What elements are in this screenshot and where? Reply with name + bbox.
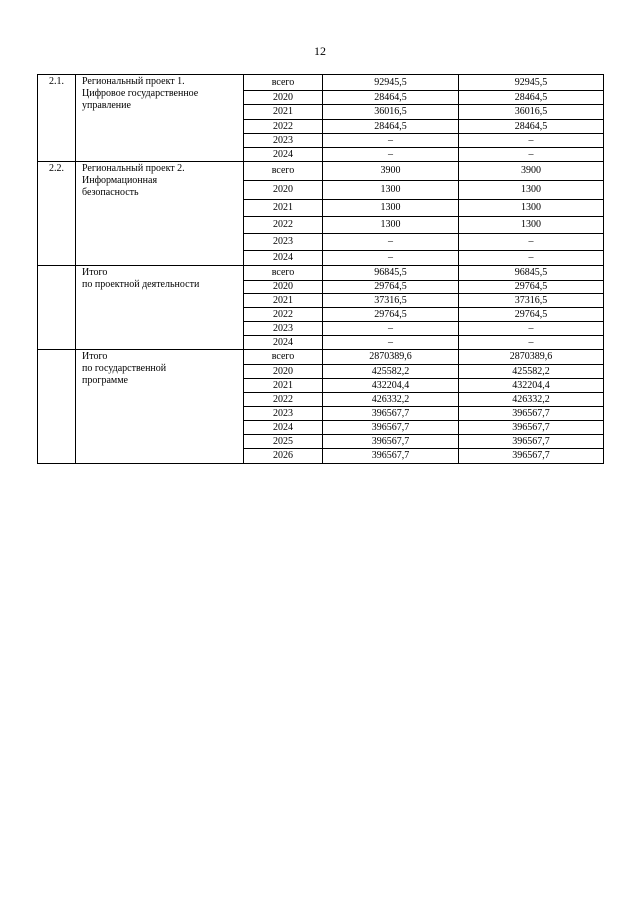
amount-source-cell: – [459, 322, 604, 336]
amount-total-cell: 1300 [323, 181, 459, 200]
year-cell: 2020 [244, 281, 323, 294]
amount-total-cell: 1300 [323, 217, 459, 234]
section-number: 2.2. [38, 162, 76, 266]
year-cell: 2024 [244, 148, 323, 162]
amount-source-cell: 96845,5 [459, 266, 604, 281]
section-title-line: Цифровое государственное [82, 88, 199, 99]
amount-total-cell: 96845,5 [323, 266, 459, 281]
year-cell: всего [244, 162, 323, 181]
year-cell: 2026 [244, 449, 323, 464]
year-cell: 2022 [244, 393, 323, 407]
amount-source-cell: 396567,7 [459, 435, 604, 449]
section-number [38, 266, 76, 350]
table-row [38, 350, 604, 365]
amount-source-cell: 92945,5 [459, 75, 604, 91]
section-title [76, 350, 244, 464]
amount-source-cell: 396567,7 [459, 449, 604, 464]
amount-source-cell: – [459, 234, 604, 251]
amount-total-cell: 36016,5 [323, 105, 459, 120]
amount-source-cell: 396567,7 [459, 421, 604, 435]
section-title-line: по проектной деятельности [82, 279, 200, 290]
amount-total-cell: – [323, 322, 459, 336]
amount-total-cell: 2870389,6 [323, 350, 459, 365]
year-cell: всего [244, 266, 323, 281]
amount-source-cell: 1300 [459, 181, 604, 200]
amount-source-cell: 426332,2 [459, 393, 604, 407]
amount-total-cell: 28464,5 [323, 120, 459, 134]
section-title-line: Информационная [82, 175, 158, 186]
amount-total-cell: 425582,2 [323, 365, 459, 379]
year-cell: всего [244, 350, 323, 365]
year-cell: 2021 [244, 379, 323, 393]
section-title [76, 266, 244, 350]
year-cell: 2022 [244, 120, 323, 134]
amount-total-cell: 29764,5 [323, 308, 459, 322]
amount-source-cell: 29764,5 [459, 308, 604, 322]
year-cell: 2022 [244, 308, 323, 322]
amount-source-cell: 1300 [459, 200, 604, 217]
amount-total-cell: – [323, 336, 459, 350]
year-cell: 2023 [244, 134, 323, 148]
amount-total-cell: 396567,7 [323, 435, 459, 449]
amount-source-cell: – [459, 134, 604, 148]
amount-source-cell: 425582,2 [459, 365, 604, 379]
year-cell: всего [244, 75, 323, 91]
amount-total-cell: 28464,5 [323, 91, 459, 105]
section-title-line: Региональный проект 2. [82, 163, 185, 174]
section-title-line: программе [82, 375, 128, 386]
section-title-line: Итого [82, 351, 108, 362]
year-cell: 2024 [244, 251, 323, 266]
amount-total-cell: – [323, 251, 459, 266]
year-cell: 2021 [244, 200, 323, 217]
amount-total-cell: – [323, 134, 459, 148]
amount-source-cell: 29764,5 [459, 281, 604, 294]
section-title-line: Итого [82, 267, 108, 278]
amount-total-cell: 396567,7 [323, 421, 459, 435]
year-cell: 2023 [244, 234, 323, 251]
amount-total-cell: 3900 [323, 162, 459, 181]
table-row [38, 266, 604, 281]
year-cell: 2022 [244, 217, 323, 234]
financing-table [37, 74, 604, 464]
amount-source-cell: 28464,5 [459, 120, 604, 134]
amount-total-cell: 396567,7 [323, 407, 459, 421]
amount-total-cell: – [323, 148, 459, 162]
year-cell: 2021 [244, 294, 323, 308]
year-cell: 2023 [244, 322, 323, 336]
year-cell: 2024 [244, 336, 323, 350]
table-row [38, 162, 604, 181]
section-title [76, 162, 244, 266]
amount-source-cell: 1300 [459, 217, 604, 234]
amount-source-cell: 396567,7 [459, 407, 604, 421]
amount-total-cell: 37316,5 [323, 294, 459, 308]
year-cell: 2025 [244, 435, 323, 449]
amount-total-cell: 426332,2 [323, 393, 459, 407]
amount-source-cell: 28464,5 [459, 91, 604, 105]
section-title-line: безопасность [82, 187, 139, 198]
amount-source-cell: 36016,5 [459, 105, 604, 120]
amount-source-cell: – [459, 148, 604, 162]
amount-source-cell: 3900 [459, 162, 604, 181]
year-cell: 2020 [244, 181, 323, 200]
table-row [38, 75, 604, 91]
amount-total-cell: 1300 [323, 200, 459, 217]
section-number: 2.1. [38, 75, 76, 162]
section-title-line: Региональный проект 1. [82, 76, 185, 87]
section-title-line: по государственной [82, 363, 167, 374]
year-cell: 2024 [244, 421, 323, 435]
section-number [38, 350, 76, 464]
amount-total-cell: 432204,4 [323, 379, 459, 393]
year-cell: 2023 [244, 407, 323, 421]
amount-source-cell: 37316,5 [459, 294, 604, 308]
page-number: 12 [314, 44, 326, 58]
amount-source-cell: 432204,4 [459, 379, 604, 393]
year-cell: 2020 [244, 365, 323, 379]
section-title-line: управление [82, 100, 131, 111]
year-cell: 2020 [244, 91, 323, 105]
amount-total-cell: 396567,7 [323, 449, 459, 464]
amount-total-cell: 92945,5 [323, 75, 459, 91]
section-title [76, 75, 244, 162]
amount-source-cell: 2870389,6 [459, 350, 604, 365]
amount-total-cell: – [323, 234, 459, 251]
amount-source-cell: – [459, 251, 604, 266]
amount-total-cell: 29764,5 [323, 281, 459, 294]
amount-source-cell: – [459, 336, 604, 350]
year-cell: 2021 [244, 105, 323, 120]
